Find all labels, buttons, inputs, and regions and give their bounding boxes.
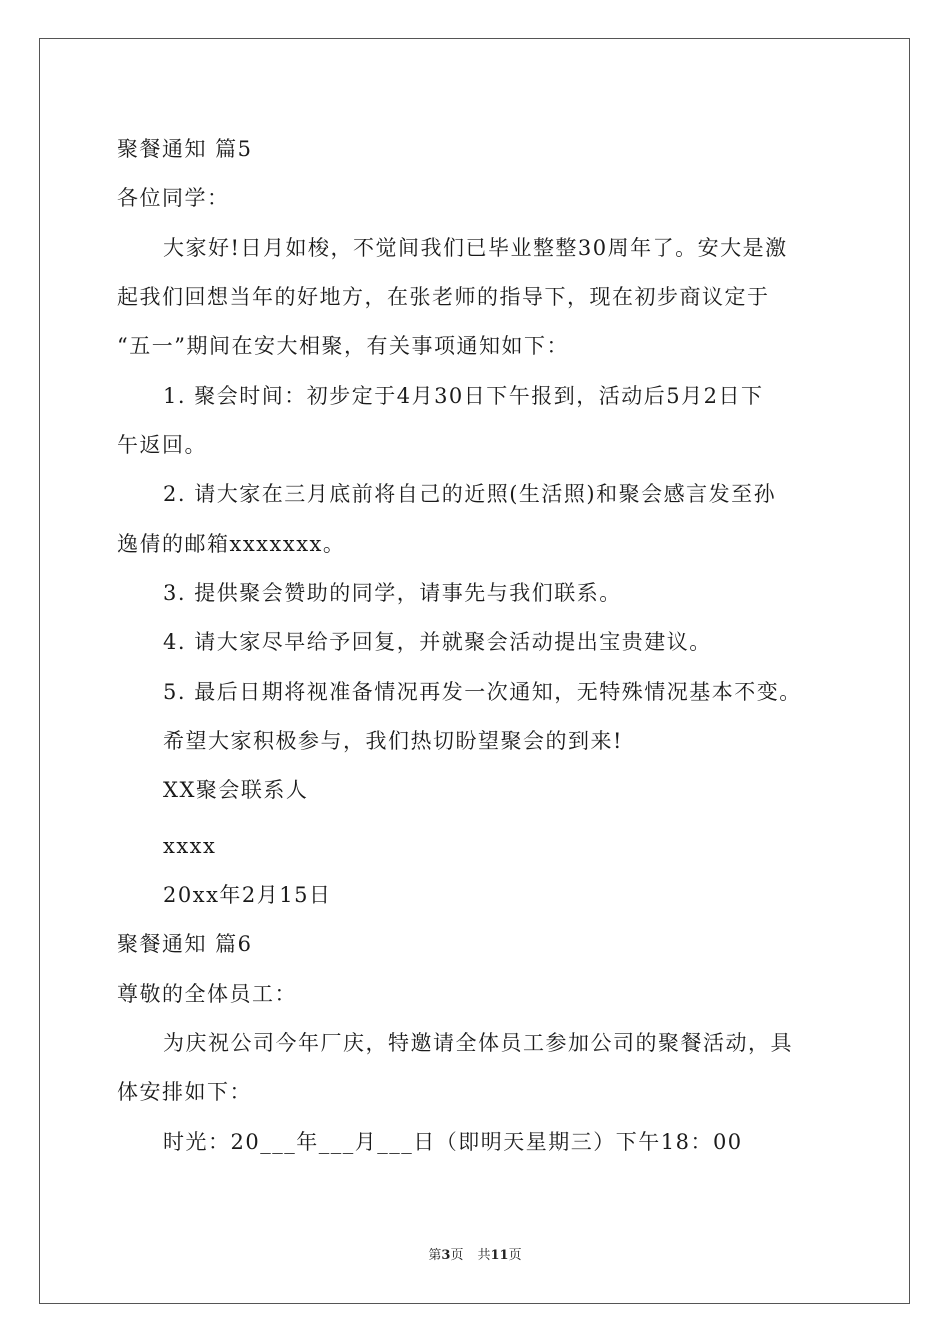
list-item-5: 5. 最后日期将视准备情况再发一次通知，无特殊情况基本不变。	[163, 680, 802, 704]
list-item-4: 4. 请大家尽早给予回复，并就聚会活动提出宝贵建议。	[163, 630, 712, 654]
list-item-3: 3. 提供聚会赞助的同学，请事先与我们联系。	[163, 581, 622, 605]
signer-label: XX聚会联系人	[163, 778, 309, 802]
list-item-1-cont: 午返回。	[117, 433, 207, 457]
closing-line: 希望大家积极参与，我们热切盼望聚会的到来!	[163, 729, 623, 753]
section6-greeting: 尊敬的全体员工：	[117, 982, 297, 1006]
page-number-suffix: 页	[450, 1248, 464, 1263]
page-footer	[0, 1247, 950, 1265]
section6-paragraph-line: 体安排如下：	[117, 1080, 252, 1104]
section5-paragraph-line: “五一”期间在安大相聚，有关事项通知如下：	[117, 334, 569, 358]
list-item-1: 1. 聚会时间：初步定于4月30日下午报到，活动后5月2日下	[163, 384, 764, 408]
section6-paragraph-line: 为庆祝公司今年厂庆，特邀请全体员工参加公司的聚餐活动，具	[163, 1031, 793, 1055]
page-number-prefix: 第	[428, 1248, 442, 1263]
section5-greeting: 各位同学：	[117, 186, 230, 210]
list-item-2: 2. 请大家在三月底前将自己的近照(生活照)和聚会感言发至孙	[163, 482, 777, 506]
list-item-2-cont: 逸倩的邮箱xxxxxxx。	[117, 532, 346, 556]
section6-title: 聚餐通知 篇6	[117, 932, 253, 956]
signer-name: xxxx	[163, 834, 217, 858]
event-time-line: 时光：20___年___月___日（即明天星期三）下午18：00	[163, 1130, 743, 1154]
total-pages-prefix: 共	[477, 1248, 491, 1263]
total-pages-suffix: 页	[508, 1248, 522, 1263]
section5-title: 聚餐通知 篇5	[117, 137, 253, 161]
signature-date: 20xx年2月15日	[163, 883, 332, 907]
section5-paragraph-line: 起我们回想当年的好地方，在张老师的指导下，现在初步商议定于	[117, 285, 770, 309]
page-border	[39, 38, 910, 1304]
current-page-number: 3	[441, 1248, 451, 1263]
total-pages-number: 11	[490, 1248, 509, 1263]
section5-paragraph-line: 大家好!日月如梭，不觉间我们已毕业整整30周年了。安大是激	[163, 236, 788, 260]
